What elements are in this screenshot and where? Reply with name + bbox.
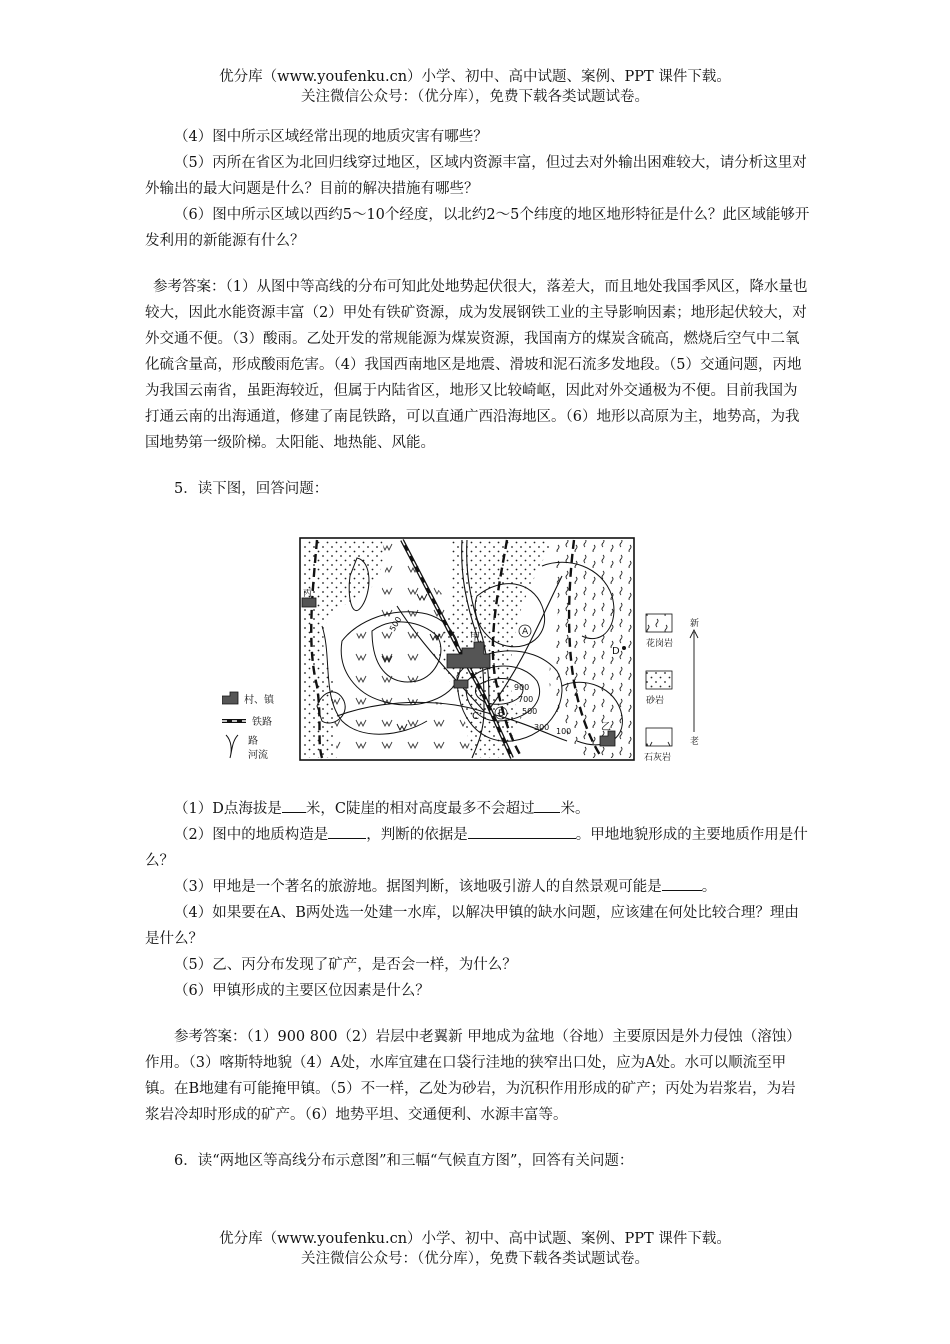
q5-sub-2-part-b: ，判断的依据是 bbox=[366, 827, 468, 843]
question-4-block bbox=[145, 124, 810, 502]
label-D: D bbox=[612, 646, 620, 657]
page-header bbox=[0, 67, 950, 107]
q5-sub-3-part-a: （3）甲地是一个著名的旅游地。据图判断，该地吸引游人的自然景观可能是 bbox=[174, 879, 662, 895]
label-C: C bbox=[472, 711, 479, 722]
header-line-1: 优分库（www.youfenku.cn）小学、初中、高中试题、案例、PPT 课件下载。 bbox=[219, 69, 731, 85]
legend-town: 村、镇 bbox=[244, 695, 274, 706]
q6-title: 6．读“两地区等高线分布示意图”和三幅“气候直方图”，回答有关问题： bbox=[174, 1153, 634, 1169]
legend-road: 路 bbox=[248, 736, 258, 747]
footer-line-1: 优分库（www.youfenku.cn）小学、初中、高中试题、案例、PPT 课件下载。 bbox=[219, 1231, 731, 1247]
answer-blank[interactable] bbox=[534, 798, 560, 813]
legend-old: 老 bbox=[690, 737, 700, 747]
contour-label-900: 900 bbox=[514, 683, 530, 692]
q4-sub-4: （4）图中所示区域经常出现的地质灾害有哪些？ bbox=[174, 129, 488, 145]
geology-map-figure bbox=[222, 536, 712, 766]
label-yi: 乙 bbox=[601, 722, 611, 733]
q4-answer: 参考答案：（1）从图中等高线的分布可知此处地势起伏很大，落差大，而且地处我国季风区，降水量也较大，因此水能资源丰富（2）甲处有铁矿资源，成为发展钢铁工业的主导影响因素；地形起伏较大，对外交通不便。（3）酸雨。乙处开发的常规能源为煤炭资源，我国南方的煤炭含硫高，燃烧后空气中二氧化硫含量高，形成酸雨危害。（4）我国西南地区是地震、滑坡和泥石流多发地段。（5）交通问题，丙地为我国云南省，虽距海较近，但属于内陆省区，地形又比较崎岖，因此对外交通极为不便。目前我国为打通云南的出海通道，修建了南昆铁路，可以直通广西沿海地区。（6）地形以高原为主，地势高，为我国地势第一级阶梯。太阳能、地热能、风能。 bbox=[145, 279, 808, 451]
answer-blank[interactable] bbox=[662, 876, 702, 891]
q5-sub-1-part-c: 米。 bbox=[560, 801, 590, 817]
legend-right bbox=[644, 614, 699, 763]
page-footer bbox=[0, 1229, 950, 1269]
label-B: B bbox=[498, 709, 505, 719]
q5-sub-1-part-a: （1）D点海拔是 bbox=[174, 801, 282, 817]
q5-title: 5．读下图，回答问题： bbox=[174, 481, 329, 497]
legend-sandstone: 砂岩 bbox=[646, 696, 665, 706]
q5-sub-1 bbox=[145, 796, 810, 822]
label-A: A bbox=[522, 627, 529, 637]
contour-label-700: 700 bbox=[518, 695, 534, 704]
contour-label-100: 100 bbox=[556, 727, 572, 736]
geology-map-svg bbox=[222, 536, 712, 766]
town-bing bbox=[302, 598, 316, 607]
contour-label-500b: 500 bbox=[522, 707, 538, 716]
q4-sub-5: （5）丙所在省区为北回归线穿过地区，区域内资源丰富，但过去对外输出困难较大，请分析这里对外输出的最大问题是什么？目前的解决措施有哪些？ bbox=[145, 155, 807, 197]
legend-limestone: 石灰岩 bbox=[644, 753, 672, 763]
q5-sub-2-part-a: （2）图中的地质构造是 bbox=[174, 827, 329, 843]
q5-sub-3 bbox=[145, 874, 810, 900]
q5-sub-3-part-b: 。 bbox=[701, 879, 717, 895]
answer-blank[interactable] bbox=[282, 798, 306, 813]
q5-sub-5: （5）乙、丙分布发现了矿产，是否会一样，为什么？ bbox=[174, 957, 517, 973]
label-bing: 丙 bbox=[303, 589, 313, 599]
question-5-block bbox=[145, 796, 810, 1174]
town-small bbox=[454, 680, 468, 688]
q4-sub-6: （6）图中所示区域以西约5～10个经度，以北约2～5个纬度的地区地形特征是什么？此区域能够开发利用的新能源有什么？ bbox=[145, 207, 810, 249]
legend-railway: 铁路 bbox=[252, 717, 272, 728]
legend-river: 河流 bbox=[248, 750, 268, 761]
q5-sub-2-part-c: 。甲地地貌形成的主要地质作用是什么？ bbox=[145, 827, 808, 869]
footer-line-2: 关注微信公众号：（优分库），免费下载各类试题试卷。 bbox=[301, 1251, 649, 1267]
legend-new: 新 bbox=[690, 619, 700, 629]
q5-sub-2 bbox=[145, 822, 810, 874]
answer-blank[interactable] bbox=[468, 824, 576, 839]
legend-left bbox=[222, 692, 275, 761]
label-jia: 甲 bbox=[470, 632, 480, 643]
contour-label-500a: 500 bbox=[387, 615, 404, 633]
q5-sub-6: （6）甲镇形成的主要区位因素是什么？ bbox=[174, 983, 430, 999]
q5-sub-4: （4）如果要在A、B两处选一处建一水库，以解决甲镇的缺水问题，应该建在何处比较合理？理由是什么？ bbox=[145, 905, 799, 947]
legend-granite: 花岗岩 bbox=[646, 639, 674, 649]
answer-blank[interactable] bbox=[328, 824, 366, 839]
q5-answer: 参考答案：（1）900 800（2）岩层中老翼新 甲地成为盆地（谷地）主要原因是外力侵蚀（溶蚀）作用。（3）喀斯特地貌（4）A处，水库宜建在口袋行洼地的狭窄出口处，应为A处。水可以顺流至甲镇。在B地建有可能掩甲镇。（5）不一样，乙处为砂岩，为沉积作用形成的矿产；丙处为岩浆岩，为岩浆岩冷却时形成的矿产。（6）地势平坦、交通便利、水源丰富等。 bbox=[145, 1029, 801, 1123]
header-line-2: 关注微信公众号：（优分库），免费下载各类试题试卷。 bbox=[301, 89, 649, 105]
contour-label-300: 300 bbox=[534, 723, 550, 732]
q5-sub-1-part-b: 米，C陡崖的相对高度最多不会超过 bbox=[305, 801, 535, 817]
